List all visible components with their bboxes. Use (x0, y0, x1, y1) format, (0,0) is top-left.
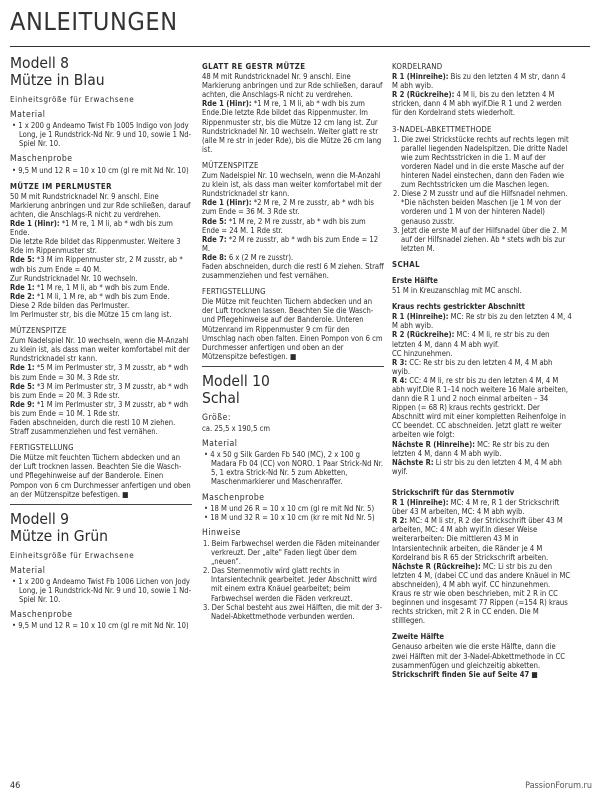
subsection-heading (392, 276, 572, 285)
text: MÜTZENSPITZE (10, 326, 67, 336)
text: 3. Jetzt die erste M auf der Hilfsnadel über die 2. M auf der Hilfsnadel ziehen. Ab * stets wdh bis zur letzten M. (393, 225, 567, 253)
paragraph (10, 219, 192, 237)
text: Hinweise (202, 527, 241, 538)
text: Modell 10 (202, 371, 270, 390)
text: Im Perlmuster str, bis die Mütze 15 cm lang ist. (10, 309, 172, 319)
model-title (202, 366, 384, 390)
model-title (10, 55, 192, 72)
section-heading (202, 494, 384, 503)
bold-lead: Nächste R: (392, 457, 434, 467)
paragraph (392, 498, 572, 516)
text: *1 M re, 1 M li, ab * wdh bis zum Ende. (34, 282, 170, 292)
page-title: ANLEITUNGEN (10, 7, 178, 36)
paragraph (202, 424, 384, 433)
bold-lead: R 2 (Rückreihe): (392, 90, 455, 100)
page-number: 46 (10, 781, 21, 791)
bold-lead: R 1 (Hinreihe): (392, 72, 449, 82)
bullet-item (202, 504, 384, 513)
bullet-item (10, 621, 192, 630)
numbered-item (392, 135, 572, 190)
text: Maschenprobe (202, 492, 265, 503)
paragraph (10, 382, 192, 400)
text: 1. Beim Farbwechsel werden die Fäden miteinander verkreuzt. Der „alte" Faden liegt über dem „neuen". (203, 538, 380, 567)
text: Kraus re str wie oben beschrieben, mit 2 R in CC beginnen und insgesamt 77 Rippen (=154 R) kraus rechts stricken, mit 2 R in CC enden. Die M stilllegen. (392, 588, 568, 626)
text: Strickschrift für das Sternmotiv (392, 487, 515, 497)
text: *1 M re, 1 M li, ab * wdh bis zum Ende.Die letzte Rde bildet das Rippenmuster. Im Rippenmuster str, bis die Mütze 12 cm lang ist. Zur Rundstricknadel Nr. 10 wechseln. Weiter glatt re str (alle M re str in jeder Rde), bis die Mütze 26 cm lang ist. (202, 99, 382, 154)
section-heading (10, 611, 192, 620)
text: FERTIGSTELLUNG (10, 443, 74, 453)
text: MC: 4 M re, R 1 der Strickschrift über 43 M arbeiten, MC: 4 M abh wyib. (392, 498, 560, 517)
paragraph (202, 217, 384, 235)
bold-lead: Rde 5: (202, 216, 227, 226)
paragraph (10, 310, 192, 319)
section-heading-bold (392, 260, 572, 269)
numbered-item (202, 566, 384, 602)
text: 50 M mit Rundstricknadel Nr. 9 anschl. Eine Markierung anbringen und zur Rde schließen, darauf achten, die Anschlags-R nicht zu verdrehen. (10, 191, 191, 219)
section-heading (202, 440, 384, 449)
model-subtitle (202, 390, 384, 407)
bold-lead: Rde 7: (202, 234, 227, 244)
bullet-item (10, 166, 192, 175)
paragraph (10, 301, 192, 310)
bold-lead: Rde 1 (Hinr): (10, 219, 60, 229)
section-heading (10, 155, 192, 164)
paragraph (202, 198, 384, 216)
text: Diese 2 Rde bilden das Perlmuster. (10, 300, 130, 310)
paragraph (10, 418, 192, 436)
paragraph (10, 237, 192, 255)
text: 3. Der Schal besteht aus zwei Hälften, die mit der 3-Nadel-Abkettmethode verbunden werden. (203, 602, 383, 621)
section-heading-caps (10, 326, 192, 335)
text: *2 M re zusstr, ab * wdh bis zum Ende = 12 M. (202, 234, 379, 253)
text: Modell 8 (10, 54, 70, 72)
section-heading-caps (392, 62, 572, 71)
paragraph (392, 90, 572, 117)
text: 51 M in Kreuzanschlag mit MC anschl. (392, 286, 522, 296)
numbered-item (202, 603, 384, 621)
bold-lead: Rde 5: (10, 381, 35, 391)
text: Zweite Hälfte (392, 632, 445, 642)
text: ca. 25,5 x 190,5 cm (202, 424, 270, 433)
text: Die Mütze mit feuchten Tüchern abdecken und an der Luft trocknen lassen. Beachten Sie die Wasch- und Pflegehinweise auf der Banderole. Unteren Mützenrand im Rippenmuster 9 cm für den Umschlag nach oben falten. Einen Pompon von 6 cm Durchmesser anfertigen und oben an der Mützenspitze befestigen. ■ (202, 297, 383, 361)
paragraph (392, 330, 572, 348)
paragraph (392, 440, 572, 458)
section-heading-bold (202, 62, 384, 71)
section-heading (10, 567, 192, 576)
text: Größe: (202, 412, 231, 423)
watermark: PassionForum.ru (525, 781, 592, 791)
text: FERTIGSTELLUNG (202, 287, 266, 297)
bold-lead: Rde 9: (10, 399, 35, 409)
bold-lead: R 3: (392, 357, 408, 367)
text: Zum Nadelspiel Nr. 10 wechseln, wenn die M-Anzahl zu klein ist, als dass man weiter komfortabel mit der Rundstricknadel str kann. (202, 171, 382, 199)
size-note (10, 551, 192, 560)
paragraph (10, 283, 192, 292)
text: • 4 x 50 g Silk Garden Fb 540 (MC), 2 x 100 g Madara Fb 04 (CC) von NORO. 1 Paar Strick-Nd Nr. 5, 1 extra Strick-Nd Nr. 5 zum Abketten, Maschenmarkierer und Maschenraffer. (204, 450, 384, 487)
text: Genauso arbeiten wie die erste Hälfte, dann die zwei Hälften mit der 3-Nadel-Abkettmethode in CC zusammenfügen und gleichzeitig abketten. (392, 642, 566, 670)
paragraph (10, 192, 192, 219)
paragraph (10, 255, 192, 273)
column-middle (202, 55, 384, 621)
paragraph (392, 516, 572, 561)
section-heading (10, 111, 192, 120)
paragraph (392, 349, 572, 358)
text: • 18 M und 32 R = 10 x 10 cm (kr re mit Nd Nr. 5) (204, 512, 375, 522)
section-heading (202, 529, 384, 538)
text: 48 M mit Rundstricknadel Nr. 9 anschl. Eine Markierung anbringen und zur Rde schließen, darauf achten, die Anschlags-R nicht zu verdrehen. (202, 72, 383, 100)
paragraph (10, 363, 192, 381)
bold-lead: R 1 (Hinreihe): (392, 498, 449, 508)
bold-lead: Rde 1 (Hinr): (202, 198, 252, 208)
text: CC: 4 M li, re str bis zu den letzten 4 M, 4 M abh wyif.Die R 1–14 noch weitere 16 Male arbeiten, dann die R 1 und 2 noch einmal arbeiten – 34 Rippen (= 68 R) kraus rechts gestrickt. Der Abschnitt wird mit einer kompletten Reihenfolge in CC beendet. CC abschneiden. Jetzt glatt re weiter arbeiten wie folgt: (392, 375, 569, 440)
column-right (392, 55, 572, 679)
text: Material (10, 110, 46, 121)
subsection-heading (392, 302, 572, 311)
text: • 1 x 200 g Andeamo Twist Fb 1006 Lichen von Jody Long, je 1 Rundstrick-Nd Nr. 9 und 10, sowie 1 Nd-Spiel Nr. 10. (12, 576, 192, 605)
paragraph (392, 642, 572, 669)
text: *1 M re, 2 M re zusstr, ab * wdh bis zum Ende = 24 M. 1 Rde str. (202, 216, 366, 235)
paragraph (202, 99, 384, 154)
section-heading-caps (202, 287, 384, 296)
bold-lead: Rde 5: (10, 255, 35, 265)
paragraph (202, 171, 384, 198)
paragraph (392, 286, 572, 295)
size-note (10, 95, 192, 104)
text: Die letzte Rde bildet das Rippenmuster. Weitere 3 Rde im Rippenmuster str. (10, 237, 181, 256)
paragraph (202, 253, 384, 262)
page-header (10, 2, 590, 47)
bullet-item (10, 577, 192, 604)
bullet-item (10, 121, 192, 148)
text: Einheitsgröße für Erwachsene (10, 550, 135, 560)
section-heading-caps (392, 125, 572, 134)
text: MC: 4 M li, re str bis zu den letzten 4 M, dann 4 M abh wyif. (392, 330, 550, 349)
paragraph (10, 336, 192, 363)
text: *1 M re, 1 M li, ab * wdh bis zum Ende. (10, 219, 173, 238)
section-heading-caps (202, 161, 384, 170)
section-heading (202, 414, 384, 423)
text: MC: 4 M li str, R 2 der Strickschrift über 43 M arbeiten, MC: 4 M abh wyif.In dieser Weise weiterarbeiten: Die mittleren 43 M in Intarsientechnik arbeiten, die Ränder je 4 M Kordelrand bis R 65 der Strickschrift arbeiten. (392, 516, 563, 562)
bold-lead: R 4: (392, 375, 408, 385)
bold-lead: Rde 2: (10, 291, 35, 301)
bullet-item (202, 450, 384, 486)
text: Faden abschneiden, durch die restl 6 M ziehen. Straff zusammenziehen und fest vernähen. (202, 261, 384, 281)
numbered-item (392, 226, 572, 253)
text: *2 M re, 2 M re zusstr, ab * wdh bis zum Ende = 36 M. 3 Rde str. (202, 198, 374, 217)
text: 6 x (2 M re zusstr). (226, 252, 294, 262)
text: *5 M im Perlmuster str, 3 M zusstr, ab * wdh bis zum Ende = 30 M. 3 Rde str. (10, 363, 189, 382)
paragraph (10, 292, 192, 301)
paragraph (202, 297, 384, 361)
paragraph (392, 72, 572, 90)
text: GLATT RE GESTR MÜTZE (202, 62, 306, 71)
text: ■ (529, 669, 538, 679)
section-heading-bold (10, 182, 192, 191)
paragraph (202, 72, 384, 99)
paragraph (392, 358, 572, 376)
text: Modell 9 (10, 509, 70, 528)
model-subtitle (10, 72, 192, 89)
paragraph (392, 376, 572, 440)
bold-lead: Strickschrift finden Sie auf Seite 47 (392, 669, 530, 679)
paragraph (10, 453, 192, 498)
spacer (392, 476, 572, 481)
text: Material (10, 565, 46, 576)
paragraph (392, 589, 572, 625)
text: MC: Re str bis zu den letzten 4 M, dann 4 M abh wyib. (392, 439, 550, 458)
bold-lead: Nächste R (Rückreihe): (392, 561, 481, 571)
model-subtitle (10, 528, 192, 545)
text: KORDELRAND (392, 62, 443, 71)
text: CC hinzunehmen. (392, 348, 453, 358)
text: CC: Re str bis zu den letzten 4 M, 4 M abh wyib. (392, 357, 553, 376)
paragraph (392, 458, 572, 476)
bold-lead: R 2: (392, 516, 408, 526)
text: 2. Diese 2 M zusstr und auf die Hilfsnadel nehmen. *Die nächsten beiden Maschen (je 1 M von der vorderen und 1 M von der hinteren Nadel) genauso zusstr. (393, 189, 568, 226)
text: 4 M li, bis zu den letzten 4 M stricken, dann 4 M abh wyif.Die R 1 und 2 werden für den Kordelrand stets wiederholt. (392, 90, 562, 118)
bold-lead: R 2 (Rückreihe): (392, 330, 455, 340)
text: • 1 x 200 g Andeamo Twist Fb 1005 Indigo von Jody Long, je 1 Rundstrick-Nd Nr. 9 und 10, sowie 1 Nd-Spiel Nr. 10. (12, 121, 192, 149)
text: SCHAL (392, 259, 420, 269)
text: Li str bis zu den letzten 4 M, 4 M abh wyif. (392, 457, 562, 476)
text: *3 M im Perlmuster str, 3 M zusstr, ab * wdh bis zum Ende = 20 M. 3 Rde str. (10, 381, 189, 400)
text: MÜTZE IM PERLMUSTER (10, 181, 112, 191)
text: Kraus rechts gestrickter Abschnitt (392, 302, 525, 312)
bullet-item (202, 513, 384, 522)
text: Mütze in Grün (10, 526, 109, 545)
text: Material (202, 439, 238, 450)
text: *3 M im Rippenmuster str, 2 M zusstr, ab * wdh bis zum Ende = 40 M. (10, 255, 183, 274)
paragraph (392, 670, 572, 679)
column-left (10, 55, 192, 630)
paragraph (392, 562, 572, 589)
text: Mütze in Blau (10, 71, 105, 89)
text: Schal (202, 388, 240, 407)
text: MC: Li str bis zu den letzten 4 M, (dabei CC und das andere Knäuel in MC abschneiden), 4 M abh wyif. CC hinzunehmen. (392, 561, 571, 589)
text: • 9,5 M und 12 R = 10 x 10 cm (gl re mit Nd Nr. 10) (12, 621, 189, 631)
subsection-heading (392, 632, 572, 641)
text: Einheitsgröße für Erwachsene (10, 95, 135, 104)
text: Die Mütze mit feuchten Tüchern abdecken und an der Luft trocknen lassen. Beachten Sie die Wasch- und Pflegehinweise auf der Banderole. Einen Pompon von 6 cm Durchmesser anfertigen und oben an der Mützenspitze befestigen. ■ (10, 453, 191, 499)
paragraph (10, 274, 192, 283)
numbered-item (202, 539, 384, 566)
bold-lead: Rde 1: (10, 282, 35, 292)
paragraph (392, 312, 572, 330)
text: *1 M im Perlmuster str, 3 M zusstr, ab * wdh bis zum Ende = 10 M. 1 Rde str. (10, 399, 189, 418)
text: Maschenprobe (10, 610, 73, 621)
bold-lead: R 1 (Hinreihe): (392, 312, 449, 322)
text: Zum Nadelspiel Nr. 10 wechseln, wenn die M-Anzahl zu klein ist, als dass man weiter komfortabel mit der Rundstricknadel str kann. (10, 336, 190, 364)
text: Zur Rundstricknadel Nr. 10 wechseln. (10, 273, 138, 283)
paragraph (10, 400, 192, 418)
text: MC: Re str bis zu den letzten 4 M, 4 M abh wyib. (392, 312, 572, 331)
bold-lead: Rde 1 (Hinr): (202, 99, 252, 109)
text: 3-NADEL-ABKETTMETHODE (392, 124, 492, 134)
text: *1 M li, 1 M re, ab * wdh bis zum Ende. (34, 291, 170, 301)
section-heading-caps (10, 443, 192, 452)
text: MÜTZENSPITZE (202, 160, 259, 170)
text: • 18 M und 26 R = 10 x 10 cm (gl re mit Nd Nr. 5) (204, 503, 375, 513)
text: Bis zu den letzten 4 M str, dann 4 M abh wyib. (392, 72, 566, 91)
text: Maschenprobe (10, 154, 73, 165)
text: 2. Das Sternenmotiv wird glatt rechts in Intarsientechnik gearbeitet. Jeder Abschnitt wird mit einem extra Knäuel gearbeitet; beim Farbwechsel werden die Fäden verkreuzt. (203, 566, 377, 603)
text: 1. Die zwei Strickstücke rechts auf rechts legen mit parallel liegenden Nadelspitzen. Die dritte Nadel wie zum Rechtsstricken in die 1. M auf der vorderen Nadel und in die erste Masche auf der hinteren Nadel einstechen, dann den Faden wie zum Rechtsstricken um die Maschen legen. (393, 134, 569, 190)
text: Faden abschneiden, durch die restl 10 M ziehen. Straff zusammenziehen und fest vernähen. (10, 418, 176, 437)
bold-lead: Rde 1: (10, 363, 35, 373)
paragraph (202, 235, 384, 253)
subsection-heading (392, 488, 572, 497)
model-title (10, 504, 192, 528)
numbered-item (392, 189, 572, 225)
text: Erste Hälfte (392, 275, 438, 285)
bold-lead: Rde 8: (202, 252, 227, 262)
paragraph (202, 262, 384, 280)
text: • 9,5 M und 12 R = 10 x 10 cm (gl re mit Nd Nr. 10) (12, 165, 189, 175)
bold-lead: Nächste R (Hinreihe): (392, 439, 475, 449)
